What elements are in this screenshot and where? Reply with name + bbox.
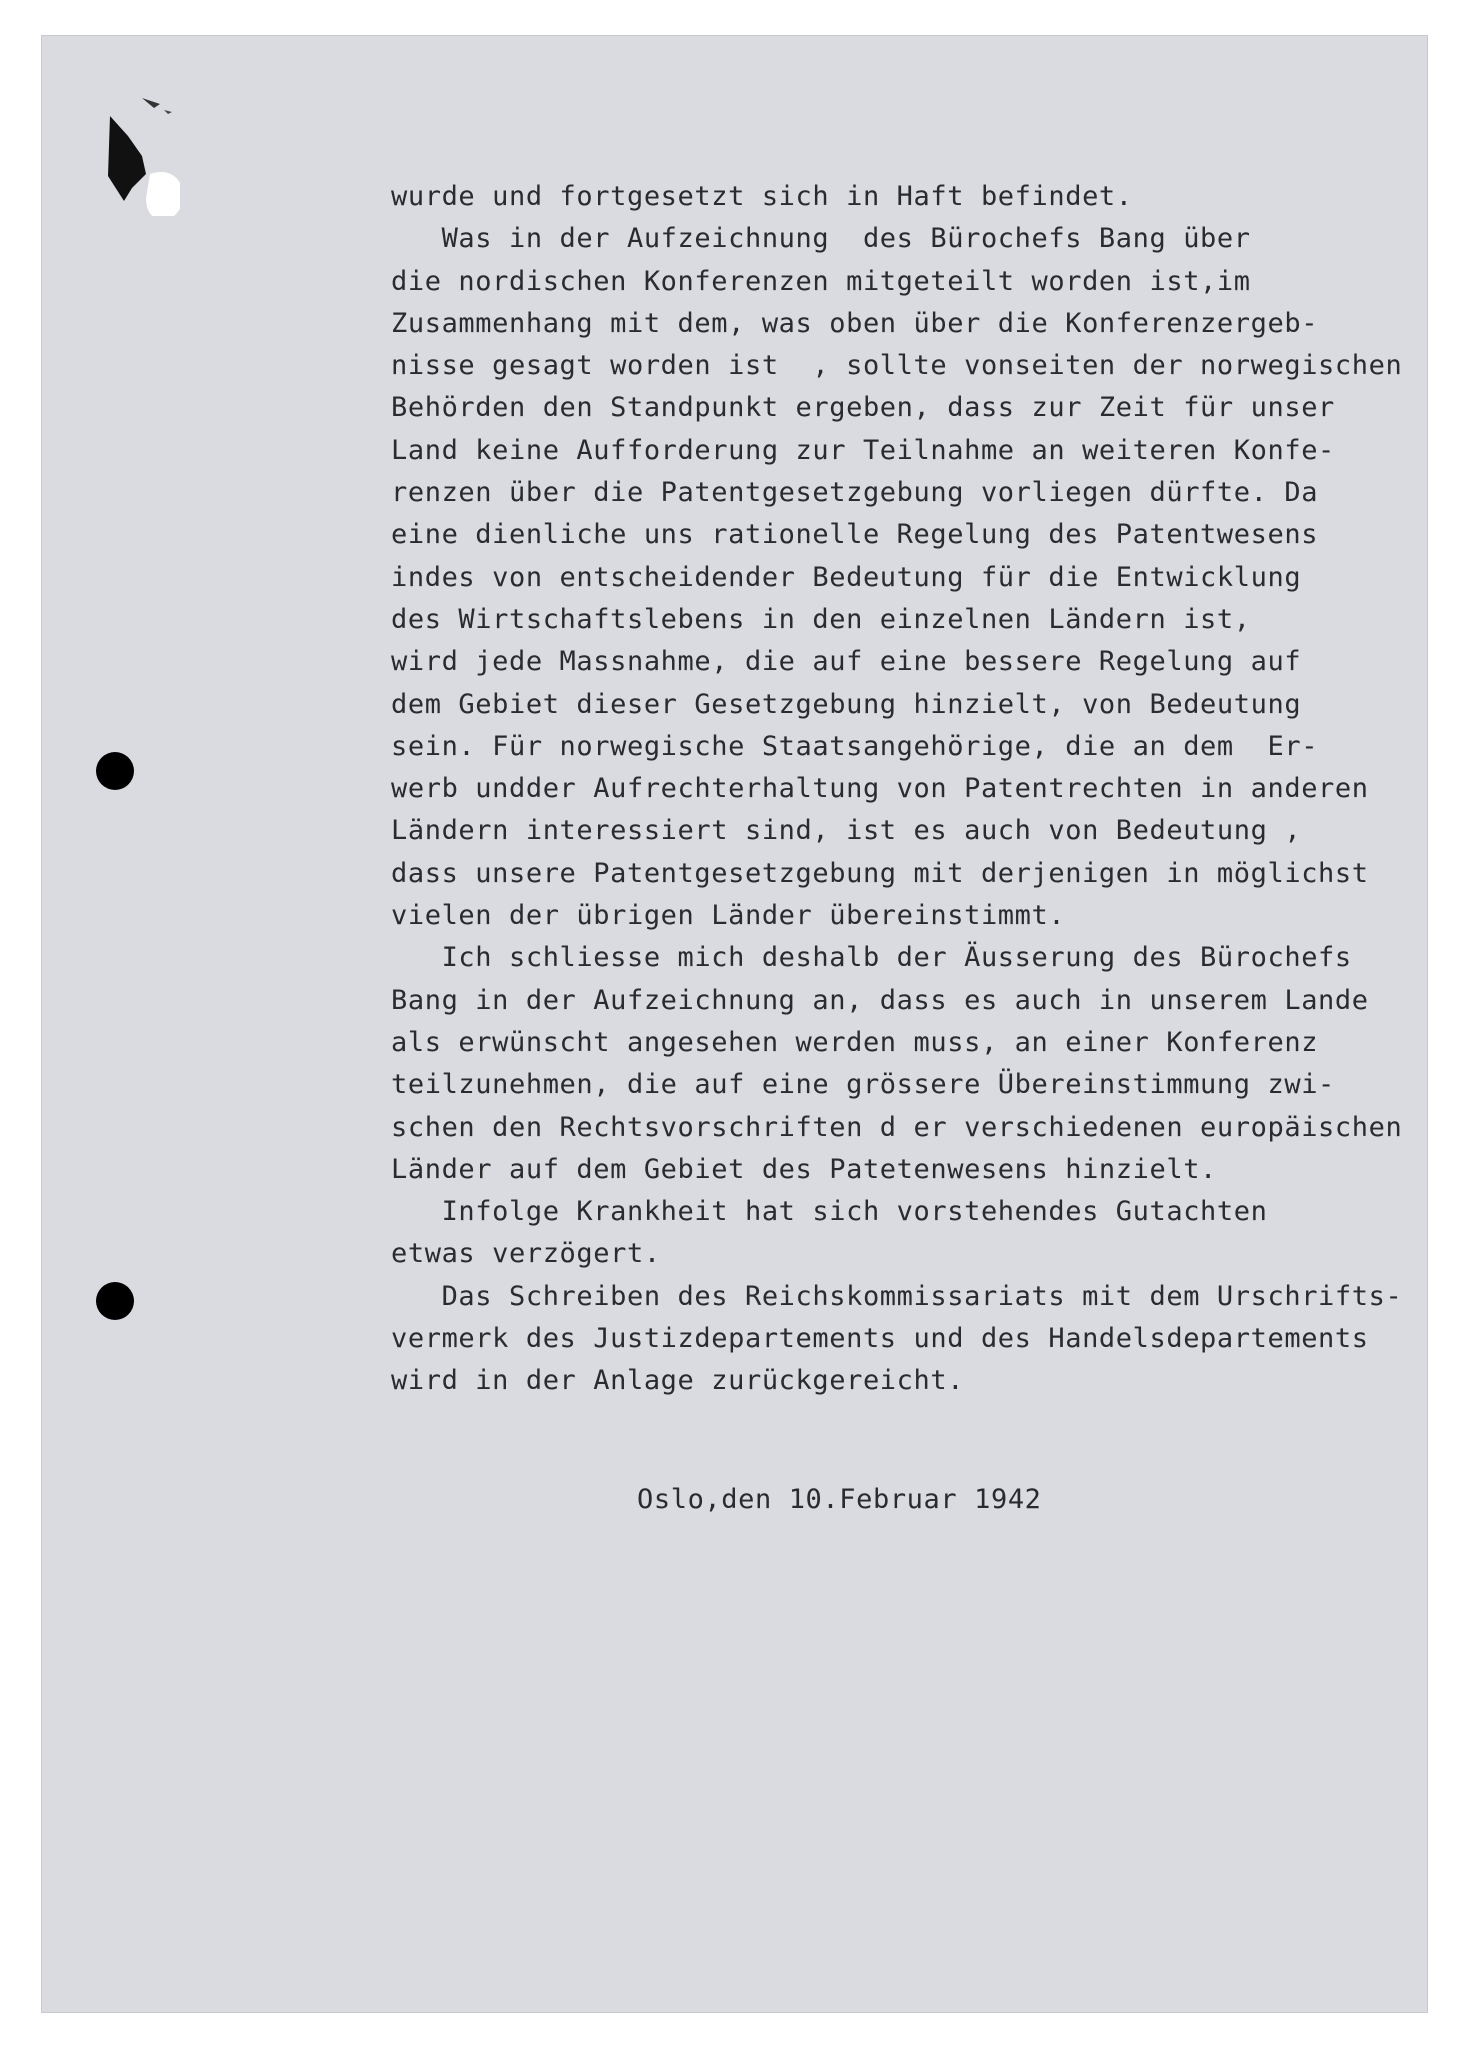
document-line: werb undder Aufrechterhaltung von Patentrechten in anderen (391, 773, 1369, 805)
document-line: teilzunehmen, die auf eine grössere Übereinstimmung zwi- (391, 1069, 1335, 1101)
document-line: renzen über die Patentgesetzgebung vorliegen dürfte. Da (391, 477, 1319, 509)
document-line: dem Gebiet dieser Gesetzgebung hinzielt, von Bedeutung (391, 688, 1302, 720)
document-line: Bang in der Aufzeichnung an, dass es auch in unserem Lande (391, 984, 1369, 1016)
document-line: Ich schliesse mich deshalb der Äusserung des Bürochefs (391, 942, 1352, 974)
document-line: sein. Für norwegische Staatsangehörige, die an dem Er- (391, 730, 1319, 762)
document-page (42, 36, 1427, 2012)
document-body (391, 176, 1421, 1403)
document-line: Zusammenhang mit dem, was oben über die Konferenzergeb- (391, 307, 1319, 339)
document-line: wurde und fortgesetzt sich in Haft befindet. (391, 181, 1133, 212)
document-line: vielen der übrigen Länder übereinstimmt. (391, 900, 1066, 932)
document-line: etwas verzögert. (391, 1238, 661, 1270)
document-line: die nordischen Konferenzen mitgeteilt worden ist,im (391, 265, 1251, 297)
document-line: schen den Rechtsvorschriften d er verschiedenen europäischen (391, 1111, 1403, 1143)
document-line: des Wirtschaftslebens in den einzelnen Ländern ist, (391, 603, 1251, 635)
date-line: Oslo,den 10.Februar 1942 (637, 1484, 1042, 1515)
document-line: wird jede Massnahme, die auf eine bessere Regelung auf (391, 646, 1302, 678)
punch-hole-top (96, 752, 134, 790)
document-line: Das Schreiben des Reichskommissariats mit dem Urschrifts- (391, 1280, 1403, 1312)
document-line: nisse gesagt worden ist , sollte vonseiten der norwegischen (391, 350, 1403, 382)
document-line: Land keine Aufforderung zur Teilnahme an weiteren Konfe- (391, 434, 1335, 466)
punch-hole-bottom (96, 1282, 134, 1320)
document-line: dass unsere Patentgesetzgebung mit derjenigen in möglichst (391, 857, 1369, 889)
document-line: eine dienliche uns rationelle Regelung des Patentwesens (391, 519, 1319, 551)
document-line: Was in der Aufzeichnung des Bürochefs Bang über (391, 223, 1251, 255)
document-line: indes von entscheidender Bedeutung für die Entwicklung (391, 561, 1302, 593)
document-line: als erwünscht angesehen werden muss, an einer Konferenz (391, 1026, 1319, 1058)
document-line: Infolge Krankheit hat sich vorstehendes Gutachten (391, 1196, 1268, 1228)
document-line: Behörden den Standpunkt ergeben, dass zur Zeit für unser (391, 392, 1335, 424)
document-line: Länder auf dem Gebiet des Patetenwesens hinzielt. (391, 1153, 1217, 1185)
document-line: Ländern interessiert sind, ist es auch von Bedeutung , (391, 815, 1302, 847)
corner-stain-mark (80, 96, 180, 216)
document-line: wird in der Anlage zurückgereicht. (391, 1365, 965, 1397)
document-line: vermerk des Justizdepartements und des Handelsdepartements (391, 1323, 1369, 1355)
